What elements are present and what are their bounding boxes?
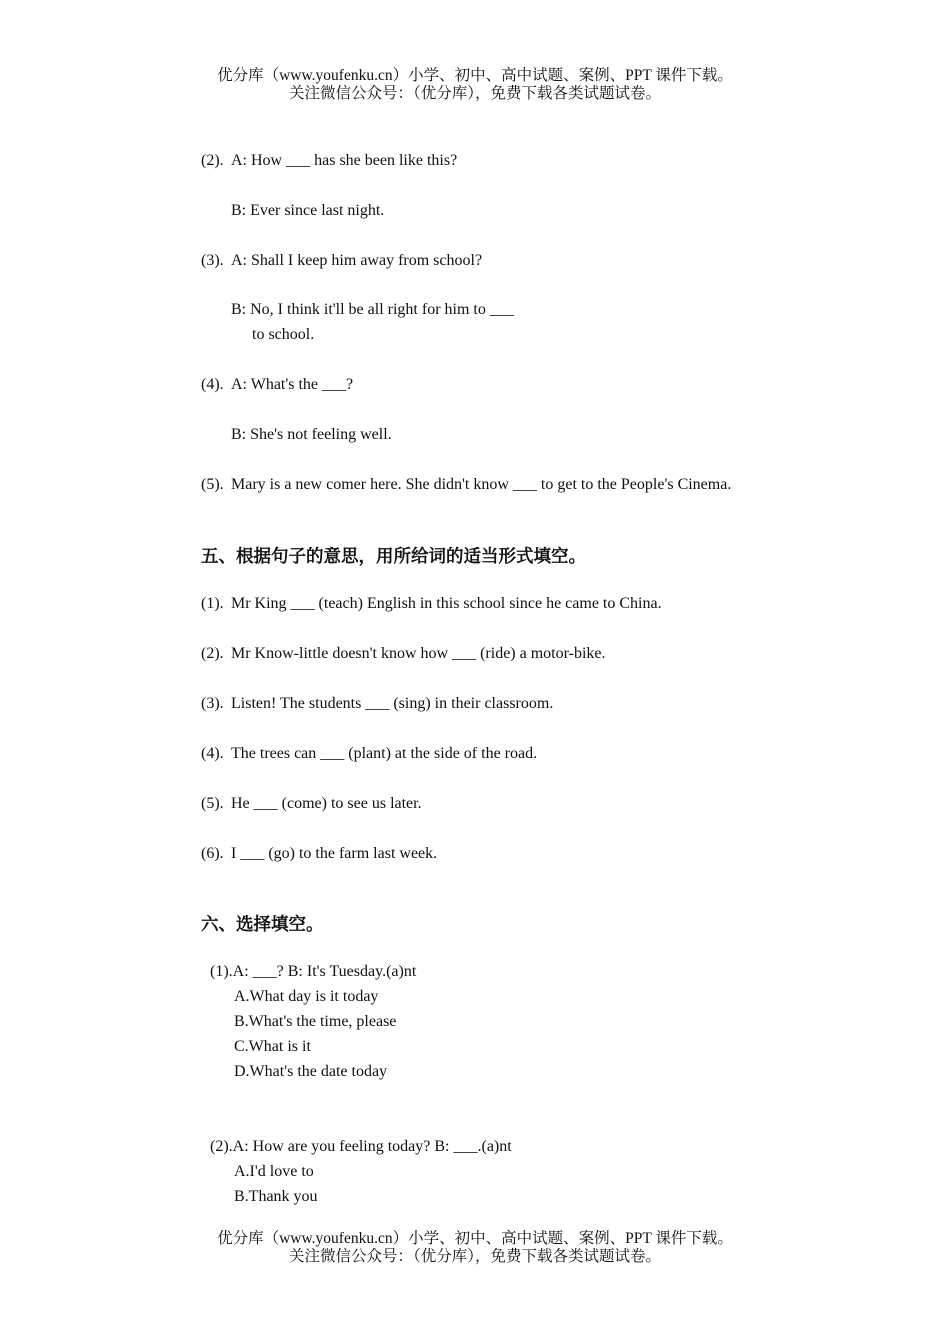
- question-line-a: A: Shall I keep him away from school?: [231, 252, 483, 269]
- footer-line-1: 优分库（www.youfenku.cn）小学、初中、高中试题、案例、PPT 课件下载。: [217, 1230, 733, 1247]
- question-number: (6).: [201, 845, 224, 862]
- question-number: (5).: [201, 476, 224, 493]
- question-line-b: B: No, I think it'll be all right for him to ___: [231, 301, 514, 318]
- question-text: Mr King ___ (teach) English in this school since he came to China.: [231, 595, 662, 612]
- question-text: Mr Know-little doesn't know how ___ (ride) a motor-bike.: [231, 645, 606, 662]
- header-line-1: 优分库（www.youfenku.cn）小学、初中、高中试题、案例、PPT 课件下载。: [217, 67, 733, 84]
- question-number: (2).: [201, 152, 224, 169]
- header-line-2: 关注微信公众号：（优分库），免费下载各类试题试卷。: [288, 85, 661, 102]
- question-line-b: B: She's not feeling well.: [231, 426, 392, 443]
- question-number: (1).: [201, 595, 224, 612]
- question-number: (3).: [201, 695, 224, 712]
- question-text: The trees can ___ (plant) at the side of the road.: [231, 745, 538, 762]
- option-a: A.What day is it today: [234, 988, 379, 1005]
- question-line-b: B: Ever since last night.: [231, 202, 385, 219]
- option-b: B.Thank you: [234, 1188, 318, 1205]
- section-title: 五、根据句子的意思，用所给词的适当形式填空。: [201, 547, 586, 567]
- question-number: (3).: [201, 252, 224, 269]
- question-number: (5).: [201, 795, 224, 812]
- question-line-b-continued: to school.: [252, 326, 315, 343]
- question-number: (4).: [201, 376, 224, 393]
- section-title: 六、选择填空。: [201, 915, 324, 935]
- option-c: C.What is it: [234, 1038, 311, 1055]
- question-number: (4).: [201, 745, 224, 762]
- question-text: He ___ (come) to see us later.: [231, 795, 422, 812]
- footer-line-2: 关注微信公众号：（优分库），免费下载各类试题试卷。: [288, 1248, 661, 1265]
- question-text: Listen! The students ___ (sing) in their classroom.: [231, 695, 554, 712]
- question-number: (2).: [201, 645, 224, 662]
- question-text: I ___ (go) to the farm last week.: [231, 845, 438, 862]
- option-a: A.I'd love to: [234, 1163, 314, 1180]
- question-line-a: A: How ___ has she been like this?: [231, 152, 458, 169]
- question-stem: (2).A: How are you feeling today? B: ___.(a)nt: [210, 1138, 512, 1155]
- question-line-a: Mary is a new comer here. She didn't know ___ to get to the People's Cinema.: [231, 476, 732, 493]
- question-line-a: A: What's the ___?: [231, 376, 354, 393]
- question-stem: (1).A: ___? B: It's Tuesday.(a)nt: [210, 963, 417, 980]
- option-d: D.What's the date today: [234, 1063, 388, 1080]
- option-b: B.What's the time, please: [234, 1013, 397, 1030]
